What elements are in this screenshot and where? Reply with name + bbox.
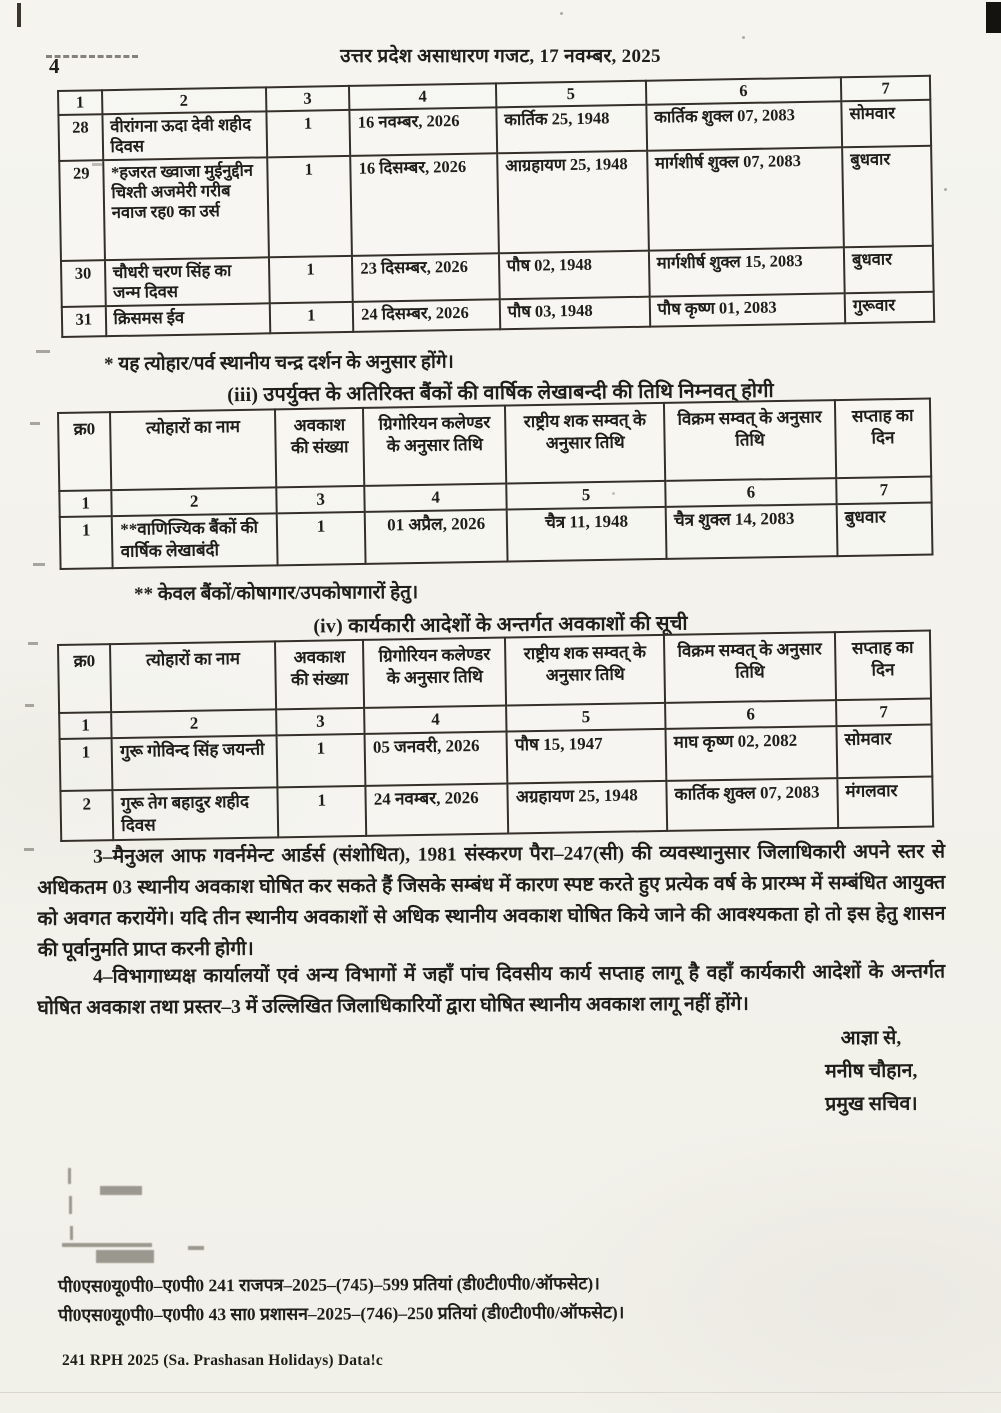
scan-scribble: [100, 1186, 142, 1195]
count-cell: 1: [269, 302, 353, 333]
scan-scribble: [96, 1250, 154, 1263]
weekday-cell: बुधवार: [837, 503, 933, 557]
holiday-table-continued: [57, 75, 935, 338]
holiday-name-cell: गुरू तेग बहादुर शहीद दिवस: [113, 787, 279, 840]
holiday-name-cell: क्रिसमस ईव: [105, 303, 269, 336]
signature-name: मनीष चौहान,: [824, 1060, 917, 1083]
signature-block: [824, 1022, 917, 1122]
para-3-local-holidays: 3–मैनुअल आफ गवर्नमेन्ट आर्डर्स (संशोधित), 1981 संस्करण पैरा–247(सी) की व्यवस्थानुसार जिलाधिकारी अपने स्तर से अधिकतम 03 स्थानीय अवकाश घोषित कर सकते हैं जिसके सम्बंध में कारण स्पष्ट करते हुए प्रत्येक वर्ष के प्रारम्भ में सम्बंधित आयुक्त को अवगत करायेंगे। यदि तीन स्थानीय अवकाशों से अधिक स्थानीय अवकाश घोषित किये जाने की आवश्यकता हो तो इस हेतु शासन की पूर्वानुमति प्राप्त करनी होगी।: [37, 841, 946, 961]
gregorian-date-cell: 16 नवम्बर, 2026: [350, 107, 497, 156]
serial-cell: 28: [58, 114, 102, 161]
gregorian-date-cell: 01 अप्रैल, 2026: [365, 510, 508, 564]
vikram-date-cell: मार्गशीर्ष शुक्ल 07, 2083: [647, 147, 844, 250]
page-title: उत्तर प्रदेश असाधारण गजट, 17 नवम्बर, 2025: [340, 46, 661, 67]
count-cell: 1: [268, 256, 352, 303]
count-cell: 1: [277, 512, 366, 565]
lunar-note: * यह त्योहार/पर्व स्थानीय चन्द्र दर्शन के अनुसार होंगे।: [104, 351, 454, 375]
header-row: [58, 399, 931, 491]
serial-cell: 29: [59, 160, 104, 261]
scan-scribble: [68, 1168, 71, 1184]
scan-scribble: [70, 1226, 73, 1240]
saka-date-cell: पौष 03, 1948: [499, 297, 649, 330]
header-vikram-date: विक्रम सम्वत् के अनुसार तिथि: [664, 400, 836, 481]
print-imprint: [58, 1269, 624, 1330]
saka-date-cell: पौष 02, 1948: [499, 251, 650, 300]
holiday-name-cell: चौधरी चरण सिंह का जन्म दिवस: [105, 257, 270, 306]
serial-cell: 30: [61, 260, 105, 307]
header-gregorian-date: ग्रिगोरियन कलेण्डर के अनुसार तिथि: [363, 638, 506, 708]
header-holiday-name: त्योहारों का नाम: [110, 409, 276, 490]
col-num: 1: [59, 490, 112, 517]
weekday-cell: बुधवार: [844, 246, 934, 294]
banks-only-note: ** केवल बैंकों/कोषागार/उपकोषागारों हेतु।: [134, 582, 419, 605]
page-number: 4: [49, 54, 60, 78]
gregorian-date-cell: 24 नवम्बर, 2026: [366, 784, 509, 836]
col-num: 3: [276, 708, 364, 735]
header-saka-date: राष्ट्रीय शक सम्वत् के अनुसार तिथि: [505, 403, 665, 484]
header-weekday: सप्ताह का दिन: [835, 399, 931, 479]
header-holiday-count: अवकाश की संख्या: [275, 640, 364, 709]
col-num: 1: [58, 90, 102, 115]
imprint-line: पी0एस0यू0पी0–ए0पी0 241 राजपत्र–2025–(745)–599 प्रतियां (डी0टी0पी0/ऑफसेट)।: [58, 1273, 600, 1296]
col-num: 5: [496, 81, 646, 108]
scan-scribble: [188, 1246, 204, 1250]
saka-date-cell: कार्तिक 25, 1948: [496, 105, 647, 154]
gregorian-date-cell: 16 दिसम्बर, 2026: [350, 153, 498, 256]
header-saka-date: राष्ट्रीय शक सम्वत् के अनुसार तिथि: [505, 635, 665, 706]
weekday-cell: मंगलवार: [837, 777, 933, 829]
col-num: 2: [112, 487, 277, 516]
header-serial: क्र0: [58, 644, 111, 713]
section-iii-heading: (iii) उपर्युक्त के अतिरिक्त बैंकों की वार्षिक लेखाबन्दी की तिथि निम्नवत् होगी: [227, 379, 774, 407]
scan-dash: [24, 848, 34, 851]
holiday-name-cell: *हजरत ख्वाजा मुईनुद्दीन चिश्ती अजमेरी गरीब नवाज रह0 का उर्स: [103, 157, 269, 260]
holiday-name-cell: **वाणिज्यिक बैंकों की वार्षिक लेखाबंदी: [112, 513, 278, 568]
scan-margin-bar: [17, 3, 21, 27]
serial-cell: 1: [60, 738, 113, 791]
file-reference: 241 RPH 2025 (Sa. Prashasan Holidays) Data!c: [62, 1352, 383, 1369]
serial-cell: 1: [60, 516, 113, 569]
executive-order-holiday-table: [57, 630, 934, 842]
signature-designation: प्रमुख सचिव।: [824, 1093, 918, 1116]
count-cell: 1: [267, 156, 352, 257]
bank-closing-table: [57, 398, 933, 570]
saka-date-cell: आग्रहायण 25, 1948: [497, 151, 649, 254]
col-num: 2: [111, 709, 276, 738]
scan-corner-mark: [986, 2, 1001, 33]
scan-dash: [36, 350, 50, 353]
imprint-line: पी0एस0यू0पी0–ए0पी0 43 सा0 प्रशासन–2025–(746)–250 प्रतियां (डी0टी0पी0/ऑफसेट)।: [58, 1302, 625, 1325]
scan-scribble: [62, 1243, 152, 1247]
vikram-date-cell: कार्तिक शुक्ल 07, 2083: [666, 778, 838, 831]
signature-by-order: आज्ञा से,: [840, 1027, 901, 1050]
count-cell: 1: [278, 786, 367, 837]
holiday-name-cell: गुरू गोविन्द सिंह जयन्ती: [112, 735, 278, 790]
col-num: 4: [349, 83, 496, 110]
holiday-name-cell: वीरांगना ऊदा देवी शहीद दिवस: [102, 111, 267, 160]
header-vikram-date: विक्रम सम्वत् के अनुसार तिथि: [664, 632, 836, 703]
vikram-date-cell: माघ कृष्ण 02, 2082: [665, 726, 837, 781]
saka-date-cell: अग्रहायण 25, 1948: [508, 781, 668, 834]
header-serial: क्र0: [58, 412, 112, 491]
serial-cell: 2: [60, 790, 113, 841]
col-num: 3: [266, 86, 350, 111]
weekday-cell: सोमवार: [836, 725, 932, 779]
scan-bottom-edge: [0, 1392, 1001, 1393]
col-num: 4: [364, 706, 507, 734]
col-num: 7: [836, 477, 932, 505]
table-row: [59, 146, 933, 261]
col-num: 1: [59, 712, 112, 739]
count-cell: 1: [277, 734, 366, 787]
col-num: 5: [507, 481, 666, 510]
col-num: 3: [276, 486, 364, 513]
saka-date-cell: पौष 15, 1947: [507, 729, 667, 784]
col-num: 5: [506, 703, 665, 732]
col-num: 2: [102, 87, 266, 114]
para-4-five-day-week: 4–विभागाध्यक्ष कार्यालयों एवं अन्य विभागों में जहाँ पांच दिवसीय कार्य सप्ताह लागू है वहाँ कार्यकारी आदेशों के अन्तर्गत घोषित अवकाश तथा प्रस्तर–3 में उल्लिखित जिलाधिकारियों द्वारा घोषित स्थानीय अवकाश लागू नहीं होंगे।: [37, 961, 946, 1019]
weekday-cell: गुरूवार: [845, 292, 935, 324]
weekday-cell: बुधवार: [842, 146, 933, 248]
col-num: 4: [364, 484, 507, 512]
gregorian-date-cell: 05 जनवरी, 2026: [365, 732, 508, 786]
col-num: 6: [665, 478, 836, 507]
col-num: 6: [665, 700, 836, 729]
vikram-date-cell: पौष कृष्ण 01, 2083: [649, 293, 845, 326]
header-gregorian-date: ग्रिगोरियन कलेण्डर के अनुसार तिथि: [363, 406, 506, 486]
header-holiday-name: त्योहारों का नाम: [110, 641, 276, 712]
scan-scribble: [69, 1196, 72, 1214]
scan-speck: [742, 36, 745, 39]
vikram-date-cell: कार्तिक शुक्ल 07, 2083: [646, 101, 842, 150]
col-num: 7: [841, 76, 930, 102]
gregorian-date-cell: 23 दिसम्बर, 2026: [352, 253, 499, 302]
header-holiday-count: अवकाश की संख्या: [275, 408, 364, 487]
gregorian-date-cell: 24 दिसम्बर, 2026: [353, 299, 500, 332]
vikram-date-cell: चैत्र शुक्ल 14, 2083: [666, 504, 838, 559]
serial-cell: 31: [62, 306, 106, 337]
section-iv-heading: (iv) कार्यकारी आदेशों के अन्तर्गत अवकाशों की सूची: [313, 612, 688, 638]
scan-speck: [560, 12, 563, 15]
count-cell: 1: [266, 110, 350, 157]
weekday-cell: सोमवार: [841, 100, 931, 148]
col-num: 7: [836, 699, 932, 727]
vikram-date-cell: मार्गशीर्ष शुक्ल 15, 2083: [649, 247, 845, 296]
col-num: 6: [646, 77, 842, 104]
saka-date-cell: चैत्र 11, 1948: [507, 507, 667, 562]
header-weekday: सप्ताह का दिन: [835, 631, 931, 701]
